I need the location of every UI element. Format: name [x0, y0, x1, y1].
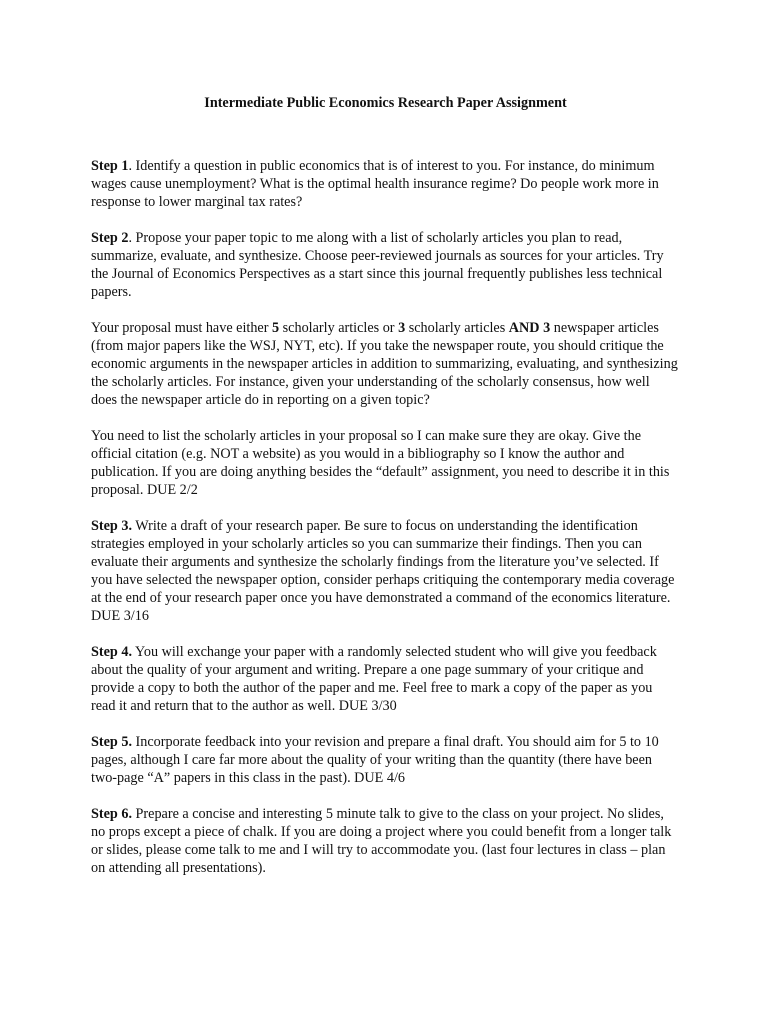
step-1-text: . Identify a question in public economics that is of interest to you. For instance, do minimum wages cause unemployment? What is the optimal health insurance regime? Do people work more in response to lower marginal tax rates? [91, 158, 659, 210]
step-2-label: Step 2 [91, 230, 129, 246]
step-4-paragraph [91, 643, 678, 715]
proposal-text-2: scholarly articles or [279, 320, 399, 336]
proposal-paragraph [91, 319, 678, 409]
step-3-label: Step 3. [91, 518, 132, 534]
document-title: Intermediate Public Economics Research Paper Assignment [204, 95, 567, 111]
step-5-label: Step 5. [91, 734, 132, 750]
proposal-text-4: newspaper articles (from major papers like the WSJ, NYT, etc). If you take the newspaper route, you should critique the economic arguments in the newspaper articles in addition to summarizing, evaluating, and synthesizing the scholarly articles. For instance, given your understanding of the scholarly consensus, how well does the newspaper article do in reporting on a given topic? [91, 320, 678, 408]
proposal-text-3: scholarly articles [405, 320, 509, 336]
step-6-label: Step 6. [91, 806, 132, 822]
proposal-text-1: Your proposal must have either [91, 320, 273, 336]
proposal-count-3: 3 [398, 320, 406, 336]
step-5-text: Incorporate feedback into your revision and prepare a final draft. You should aim for 5 to 10 pages, although I care far more about the quality of your writing than the quantity (there have been two-page “A” papers in this class in the past). DUE 4/6 [91, 734, 659, 786]
citation-paragraph: You need to list the scholarly articles in your proposal so I can make sure they are okay. Give the official citation (e.g. NOT a website) as you would in a bibliography so I know the author and publication. If you are doing anything besides the “default” assignment, you need to describe it in this proposal. DUE 2/2 [91, 428, 670, 498]
step-6-text: Prepare a concise and interesting 5 minute talk to give to the class on your project. No slides, no props except a piece of chalk. If you are doing a project where you could benefit from a longer talk or slides, please come talk to me and I will try to accommodate you. (last four lectures in class – plan on attending all presentations). [91, 806, 672, 876]
step-1-label: Step 1 [91, 158, 129, 174]
proposal-and-3: AND 3 [508, 320, 551, 336]
step-5-paragraph [91, 733, 678, 787]
proposal-count-5: 5 [272, 320, 280, 336]
step-1-paragraph [91, 157, 678, 211]
step-4-text: You will exchange your paper with a randomly selected student who will give you feedback about the quality of your argument and writing. Prepare a one page summary of your critique and provide a copy to both the author of the paper and me. Feel free to mark a copy of the paper as you read it and return that to the author as well. DUE 3/30 [91, 644, 657, 714]
step-2-paragraph [91, 229, 678, 301]
step-6-paragraph [91, 805, 678, 877]
step-2-text: . Propose your paper topic to me along with a list of scholarly articles you plan to read, summarize, evaluate, and synthesize. Choose peer-reviewed journals as sources for your articles. Try the Journal of Economics Perspectives as a start since this journal frequently publishes less technical papers. [91, 230, 664, 300]
step-4-label: Step 4. [91, 644, 132, 660]
step-3-paragraph [91, 517, 678, 625]
step-3-text: Write a draft of your research paper. Be sure to focus on understanding the identification strategies employed in your scholarly articles so you can summarize their findings. Then you can evaluate their arguments and synthesize the scholarly findings from the literature you’ve selected. If you have selected the newspaper option, consider perhaps critiquing the contemporary media coverage at the end of your research paper once you have demonstrated a command of the economics literature. DUE 3/16 [91, 518, 675, 624]
